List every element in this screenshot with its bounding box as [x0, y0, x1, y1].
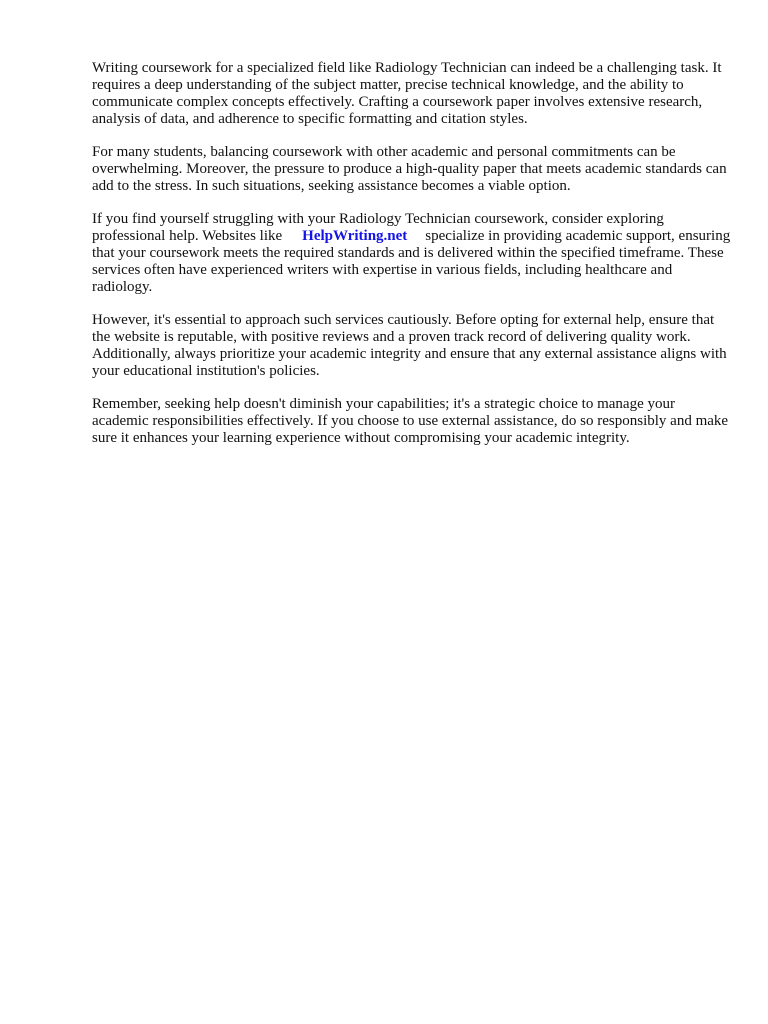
paragraph-challenges: For many students, balancing coursework with other academic and personal commitments can be overwhelming. Moreover, the pressure to produce a high-quality paper that meets academic standards can add to the stress. In such situations, seeking assistance becomes a viable option.: [92, 144, 727, 194]
paragraph-intro: Writing coursework for a specialized field like Radiology Technician can indeed be a challenging task. It requires a deep understanding of the subject matter, precise technical knowledge, and the ability to communicate complex concepts effectively. Crafting a coursework paper involves extensive research, analysis of data, and adherence to specific formatting and citation styles.: [92, 60, 722, 127]
paragraph-conclusion: Remember, seeking help doesn't diminish your capabilities; it's a strategic choice to manage your academic responsibilities effectively. If you choose to use external assistance, do so responsibly and make sure it enhances your learning experience without compromising your academic integrity.: [92, 396, 729, 446]
paragraph-help-text-before: If you find yourself struggling with your Radiology Technician coursework, consider exploring professional help. Websites like: [92, 211, 664, 244]
helpwriting-link[interactable]: HelpWriting.net: [302, 228, 408, 244]
paragraph-help: [92, 211, 732, 296]
paragraph-help-text-after: specialize in providing academic support, ensuring that your coursework meets the required standards and is delivered within the specified timeframe. These services often have experienced writers with expertise in various fields, including healthcare and radiology.: [92, 228, 731, 295]
paragraph-caution: However, it's essential to approach such services cautiously. Before opting for external help, ensure that the website is reputable, with positive reviews and a proven track record of delivering quality work. Additionally, always prioritize your academic integrity and ensure that any external assistance aligns with your educational institution's policies.: [92, 312, 727, 379]
document-body: [92, 60, 732, 463]
